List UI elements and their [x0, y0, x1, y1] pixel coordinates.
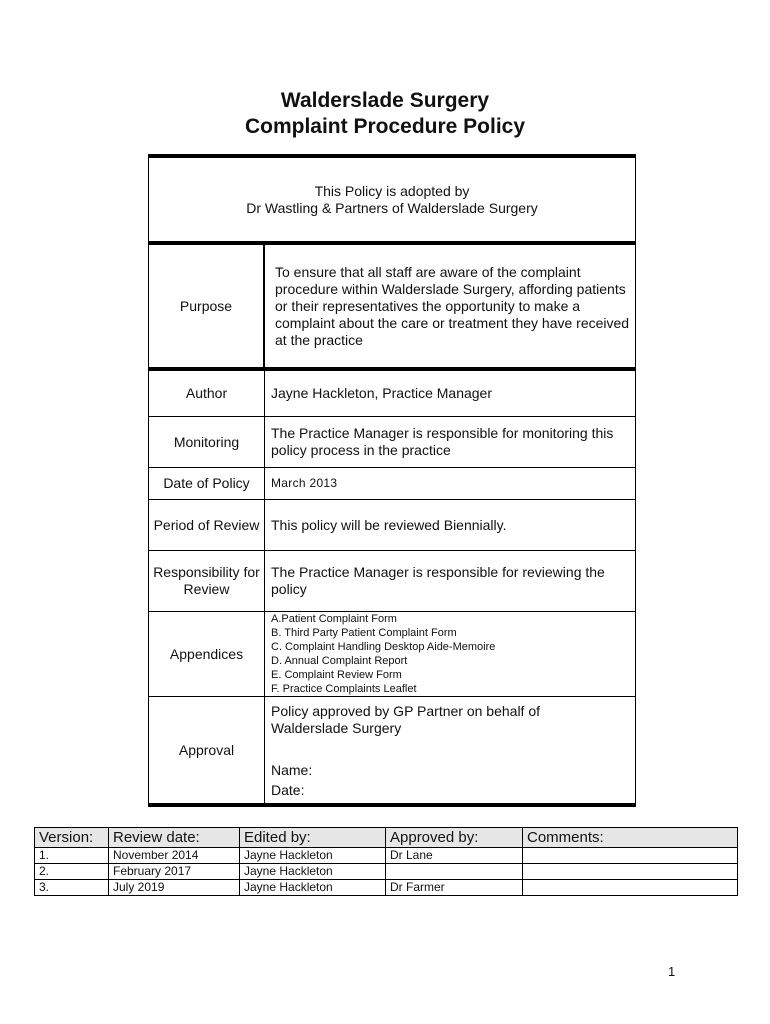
- approval-row: [148, 697, 636, 803]
- adoption-line-2: Dr Wastling & Partners of Walderslade Surgery: [246, 199, 538, 216]
- version-table-header: [35, 828, 738, 848]
- date-value: March 2013: [271, 476, 338, 490]
- header-comments: Comments:: [523, 828, 738, 848]
- approved-by-cell: [386, 864, 523, 880]
- approval-value: [265, 697, 635, 803]
- review-date-cell: July 2019: [109, 880, 240, 896]
- purpose-value: [265, 245, 635, 367]
- comments-cell: [523, 880, 738, 896]
- responsibility-label: Responsibility for Review: [149, 551, 265, 611]
- approval-name: Name:: [271, 762, 313, 778]
- appendix-item: E. Complaint Review Form: [271, 669, 402, 681]
- header-edited-by: Edited by:: [240, 828, 386, 848]
- table-row: [35, 864, 738, 880]
- version-table: [34, 827, 738, 896]
- table-row: [35, 848, 738, 864]
- comments-cell: [523, 864, 738, 880]
- appendix-item: F. Practice Complaints Leaflet: [271, 683, 417, 695]
- appendices-list: [265, 612, 635, 696]
- edited-by-cell: Jayne Hackleton: [240, 880, 386, 896]
- purpose-text: To ensure that all staff are aware of the complaint procedure within Walderslade Surgery, affording patients or their representatives the opportunity to make a complaint about the care or treatment they have received at the practice: [275, 263, 630, 348]
- policy-table: [148, 154, 636, 807]
- comments-cell: [523, 848, 738, 864]
- author-row: [148, 371, 636, 417]
- edited-by-cell: Jayne Hackleton: [240, 848, 386, 864]
- adoption-statement: [148, 158, 636, 241]
- version-cell: 1.: [35, 848, 109, 864]
- period-row: [148, 500, 636, 551]
- purpose-label: Purpose: [149, 245, 265, 367]
- review-date-cell: February 2017: [109, 864, 240, 880]
- period-label: Period of Review: [149, 500, 265, 550]
- monitoring-row: [148, 417, 636, 468]
- monitoring-label: Monitoring: [149, 417, 265, 467]
- approval-line-2: Walderslade Surgery: [271, 720, 402, 736]
- adoption-line-1: This Policy is adopted by: [314, 182, 470, 199]
- appendix-item: C. Complaint Handling Desktop Aide-Memoire: [271, 641, 496, 653]
- approval-label: Approval: [149, 697, 265, 803]
- divider: [148, 803, 636, 807]
- author-value: Jayne Hackleton, Practice Manager: [271, 385, 492, 401]
- purpose-row: [148, 245, 636, 367]
- responsibility-row: [148, 551, 636, 612]
- appendices-label: Appendices: [149, 612, 265, 696]
- approved-by-cell: Dr Farmer: [386, 880, 523, 896]
- appendix-item: A.Patient Complaint Form: [271, 613, 397, 625]
- header-version: Version:: [35, 828, 109, 848]
- document-title: Walderslade Surgery: [280, 89, 490, 112]
- table-row: [35, 880, 738, 896]
- approval-date: Date:: [271, 782, 305, 798]
- date-row: [148, 468, 636, 500]
- approval-line-1: Policy approved by GP Partner on behalf of: [271, 703, 541, 719]
- period-value: This policy will be reviewed Biennially.: [271, 516, 507, 533]
- header-review-date: Review date:: [109, 828, 240, 848]
- version-cell: 3.: [35, 880, 109, 896]
- document-subtitle: Complaint Procedure Policy: [244, 115, 526, 138]
- page-number: 1: [668, 964, 676, 979]
- date-label: Date of Policy: [149, 468, 265, 499]
- version-cell: 2.: [35, 864, 109, 880]
- appendix-item: B. Third Party Patient Complaint Form: [271, 627, 457, 639]
- review-date-cell: November 2014: [109, 848, 240, 864]
- appendices-row: [148, 612, 636, 697]
- responsibility-value: The Practice Manager is responsible for reviewing the policy: [271, 564, 605, 597]
- appendix-item: D. Annual Complaint Report: [271, 655, 408, 667]
- edited-by-cell: Jayne Hackleton: [240, 864, 386, 880]
- author-label: Author: [149, 371, 265, 416]
- monitoring-value: The Practice Manager is responsible for monitoring this policy process in the practice: [271, 425, 614, 458]
- approved-by-cell: Dr Lane: [386, 848, 523, 864]
- header-approved-by: Approved by:: [386, 828, 523, 848]
